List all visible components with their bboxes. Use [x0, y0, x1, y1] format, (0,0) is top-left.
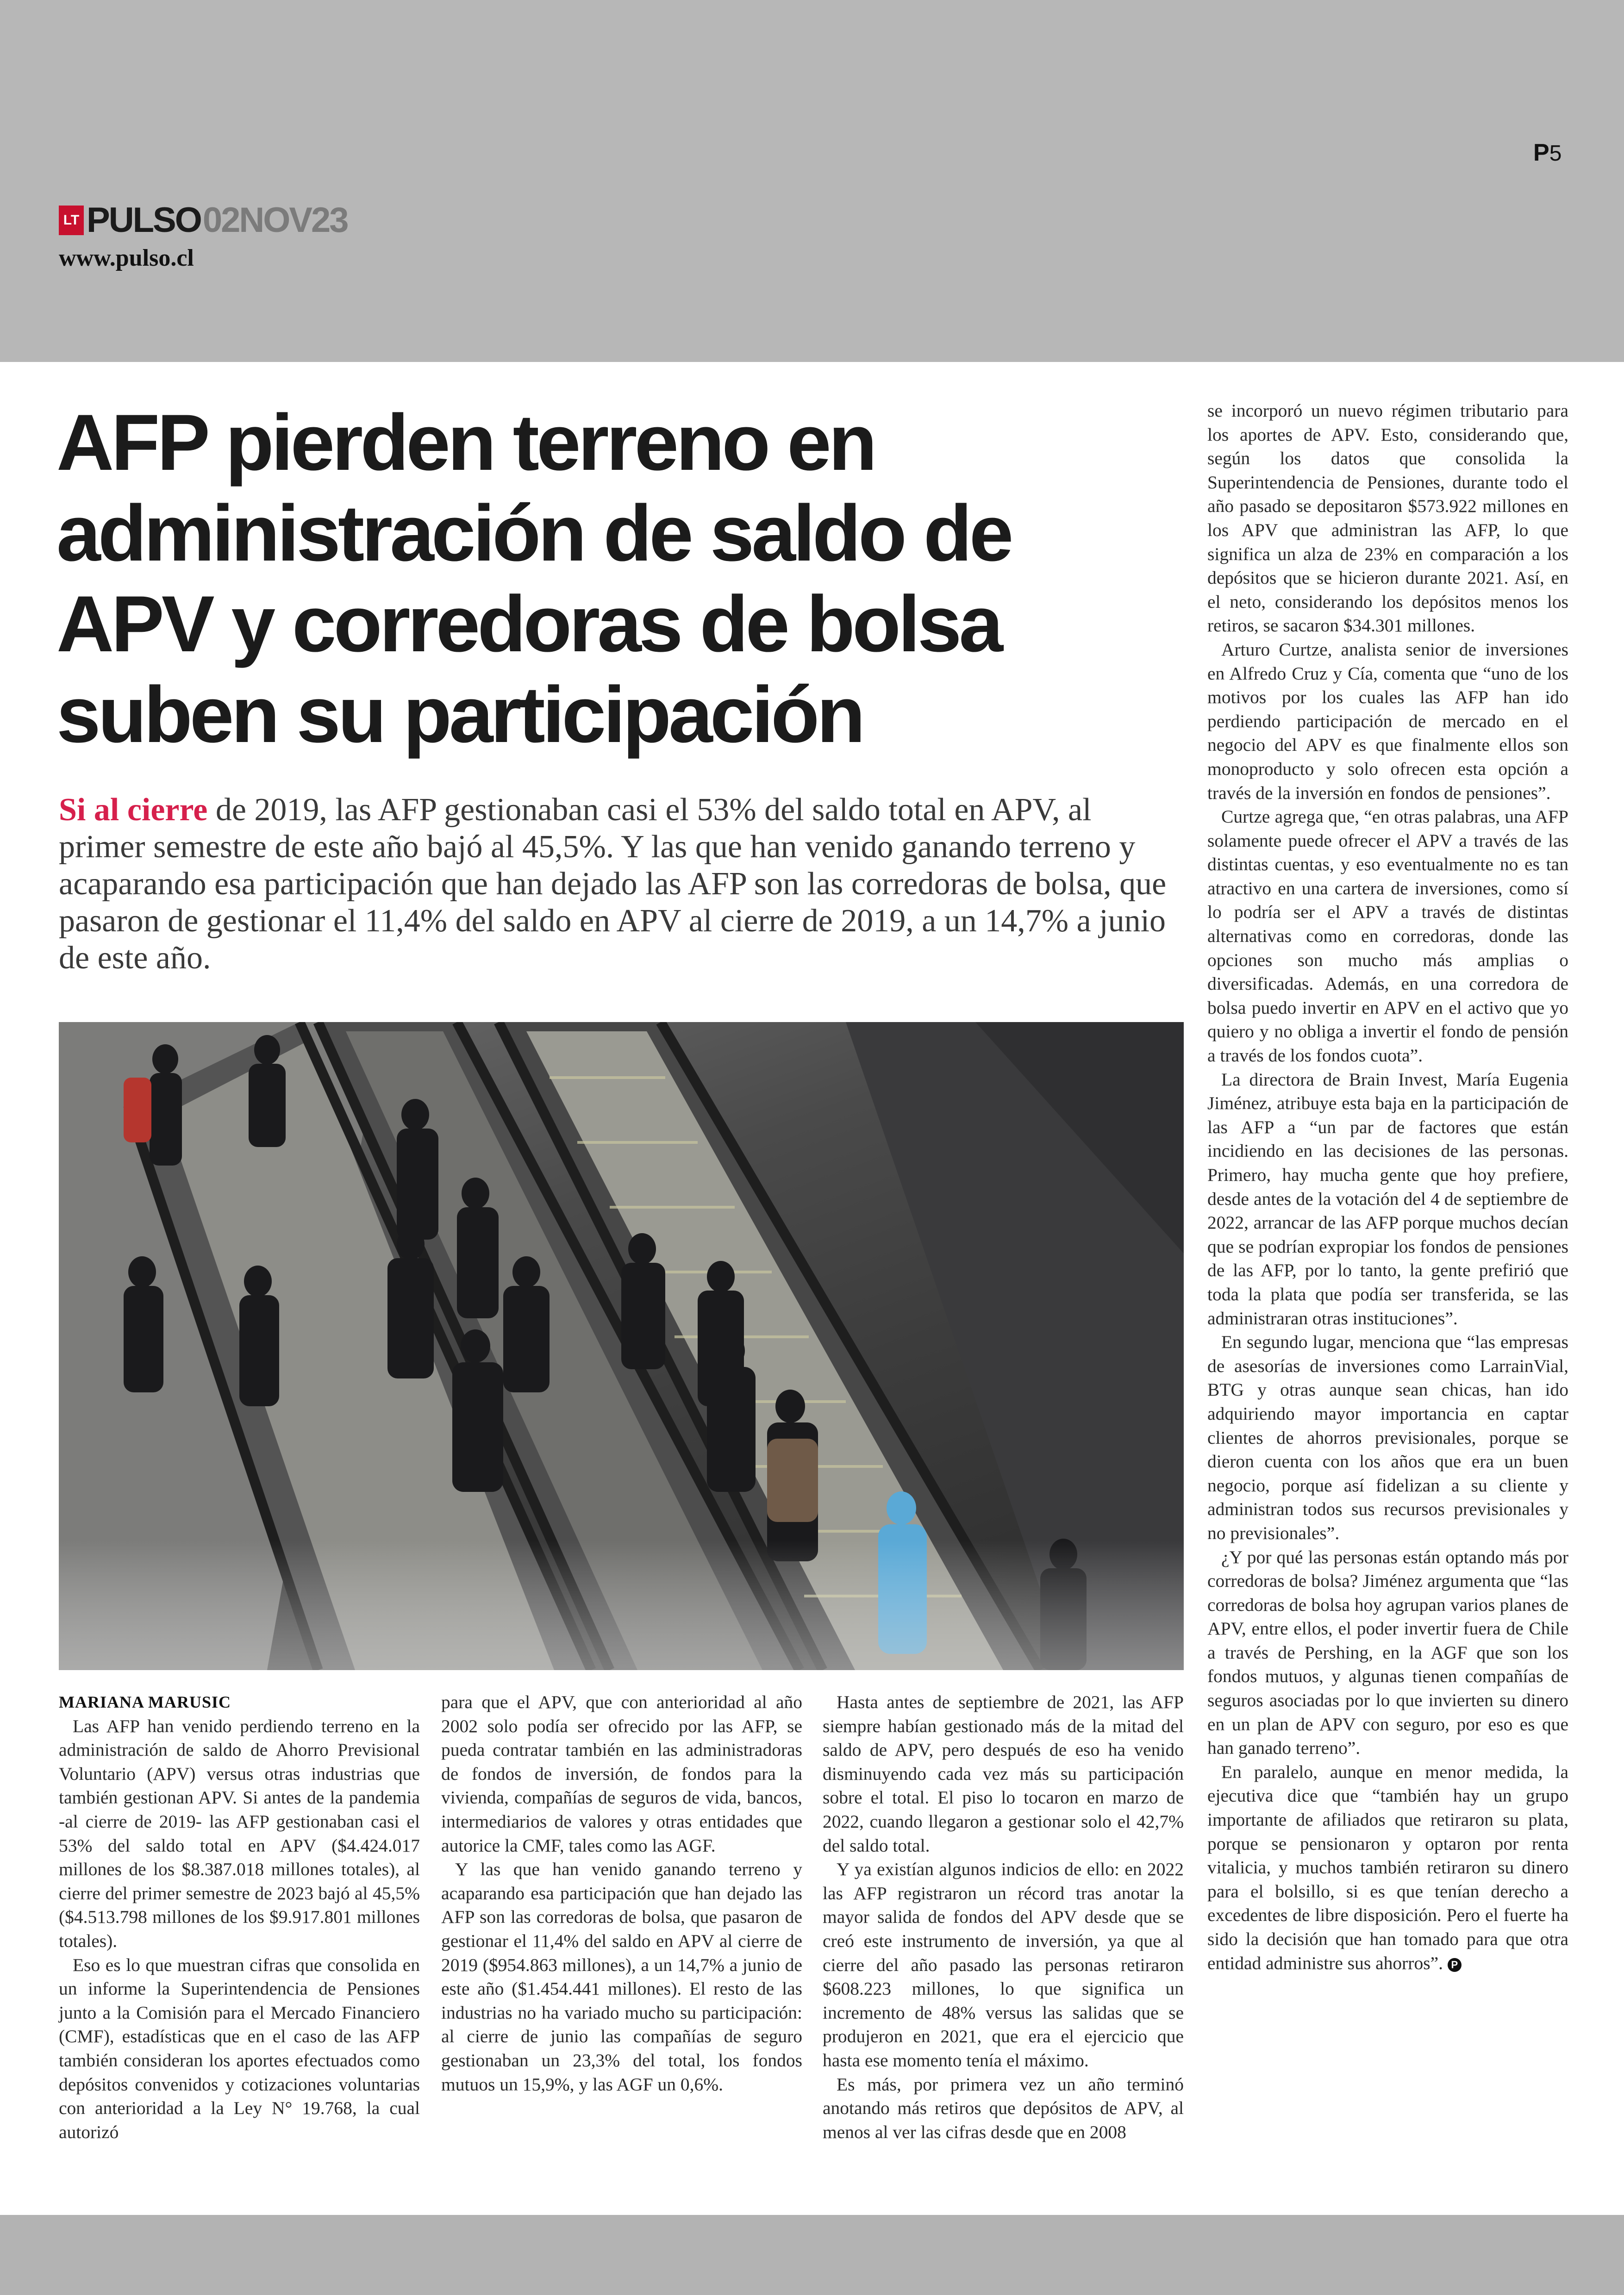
- body-column-3: [823, 1690, 1184, 2144]
- edition-date: 02NOV23: [202, 200, 348, 240]
- paragraph: Las AFP han venido perdiendo terreno en la administración de saldo de Ahorro Previsional Voluntario (APV) versus otras industrias que también gestionan APV. Si antes de la pandemia -al cierre de 2019- las AFP gestionaban casi el 53% del saldo total en APV ($4.424.017 millones de los $8.387.018 millones totales), al cierre del primer semestre de 2023 bajó al 45,5% ($4.513.798 millones de los $9.917.801 millones totales).: [59, 1715, 420, 1951]
- paragraph: Y ya existían algunos indicios de ello: en 2022 las AFP registraron un récord tras anotar la mayor salida de fondos del APV desde que se creó este instrumento de inversión, ya que al cierre del año pasado las personas retiraron $608.223 millones, lo que significa un incremento de 48% versus las salidas que se produjeron en 2021, que era el ejercicio que hasta ese momento tenía el máximo.: [823, 1859, 1184, 2070]
- masthead: [59, 202, 348, 239]
- paragraph: para que el APV, que con anterioridad al año 2002 solo podía ser ofrecido por las AFP, se pueda contratar también en las administradoras de fondos de inversión, de fondos para la vivienda, compañías de seguros de vida, bancos, intermediarios de valores y otras entidades que autorice la CMF, tales como las AGF.: [441, 1692, 802, 1856]
- brand-name: PULSO: [87, 200, 201, 240]
- body-column-2: [441, 1690, 802, 2096]
- headline: AFP pierden terreno en administración de saldo de APV y corredoras de bolsa suben su participación: [56, 398, 1011, 759]
- paragraph: Eso es lo que muestran cifras que consolida en un informe la Superintendencia de Pensiones junto a la Comisión para el Mercado Financiero (CMF), estadísticas que en el caso de las AFP también consideran los aportes efectuados como depósitos convenidos y cotizaciones voluntarias con anterioridad a la Ley N° 19.768, la cual autorizó: [59, 1954, 420, 2142]
- paragraph: se incorporó un nuevo régimen tributario para los aportes de APV. Esto, considerando que, según los datos que consolida la Superintendencia de Pensiones, durante todo el año pasado se depositaron $573.922 millones en los APV que administran las AFP, lo que significa un alza de 23% en comparación a los depósitos que se hicieron durante 2021. Así, en el neto, considerando los depósitos menos los retiros, se sacaron $34.301 millones.: [1207, 400, 1568, 636]
- paragraph: Hasta antes de septiembre de 2021, las AFP siempre habían gestionado más de la mitad del saldo de APV, pero después de eso ha venido disminuyendo cada vez más su participación sobre el total. El piso lo tocaron en marzo de 2022, cuando llegaron a gestionar solo el 42,7% del saldo total.: [823, 1692, 1184, 1856]
- top-band: [0, 0, 1624, 362]
- escalator-photo: [59, 1022, 1184, 1670]
- lead-text: de 2019, las AFP gestionaban casi el 53% del saldo total en APV, al primer semestre de este año bajó al 45,5%. Y las que han venido ganando terreno y acaparando esa participación que han dejado las AFP son las corredoras de bolsa, que pasaron de gestionar el 11,4% del saldo en APV al cierre de 2019, a un 14,7% a junio de este año.: [59, 792, 1167, 976]
- bottom-band: [0, 2215, 1624, 2295]
- page-digit: 5: [1549, 141, 1562, 166]
- body-column-1: [59, 1690, 420, 2144]
- paragraph: Y las que han venido ganando terreno y acaparando esa participación que han dejado las AFP son las corredoras de bolsa, que pasaron de gestionar el 11,4% del saldo en APV al cierre de 2019 ($954.863 millones), a un 14,7% a junio de este año ($1.454.441 millones). El resto de las industrias no ha variado mucho su participación: al cierre de junio las compañías de seguro gestionaban un 23,3% del total, los fondos mutuos un 15,9%, y las AGF un 0,6%.: [441, 1859, 802, 2095]
- paragraph: La directora de Brain Invest, María Eugenia Jiménez, atribuye esta baja en la participación de las AFP a “un par de factores que están incidiendo en las decisiones de las personas. Primero, hay mucha gente que hoy prefiere, desde antes de la votación del 4 de septiembre de 2022, arrancar de las AFP porque muchos decían que se podrían expropiar los fondos de pensiones de las AFP, por lo tanto, la gente prefirió que toda la plata que podía ser transferida, se las administraran otras instituciones”.: [1207, 1069, 1568, 1328]
- lead-paragraph: [59, 792, 1179, 977]
- paragraph: [1207, 1760, 1568, 1975]
- paragraph: Curtze agrega que, “en otras palabras, una AFP solamente puede ofrecer el APV a través de las distintas cuentas, y eso eventualmente no es tan atractivo en una cartera de inversiones, como sí lo podría ser el APV a través de distintas alternativas como en corredoras, donde las opciones son mucho más amplias o diversificadas. Además, en una corredora de bolsa puedo invertir en APV en el activo que yo quiero y no obliga a invertir el fondo de pensión a través de los fondos cuota”.: [1207, 806, 1568, 1066]
- paragraph: ¿Y por qué las personas están optando más por corredoras de bolsa? Jiménez argumenta que “las corredoras de bolsa hoy agrupan varios planes de APV, entre ellos, el poder invertir fuera de Chile a través de Pershing, en la AGF que son los fondos mutuos, y algunas tienen compañías de seguros asociadas por lo que invierten su dinero en un plan de APV con seguro, por eso es que han ganado terreno”.: [1207, 1547, 1568, 1759]
- page-number: [1533, 139, 1562, 167]
- body-column-4: [1207, 399, 1568, 1975]
- website-link[interactable]: www.pulso.cl: [59, 245, 194, 271]
- lt-logo-badge: LT: [59, 206, 84, 235]
- lead-kicker: Si al cierre: [59, 792, 208, 828]
- byline: MARIANA MARUSIC: [59, 1693, 231, 1711]
- escalator-illustration: [59, 1022, 1184, 1670]
- page-letter: P: [1533, 139, 1549, 166]
- paragraph-text: En paralelo, aunque en menor medida, la ejecutiva dice que “también hay un grupo importante de afiliados que retiraron su plata, porque se pensionaron y optaron por renta vitalicia, y muchos también retiraron su dinero para el bolsillo, si es que tenían derecho a excedentes de libre disposición. Pero el fuerte ha sido la decisión que han tomado para que otra entidad administre sus ahorros”.: [1207, 1761, 1568, 1973]
- paragraph: Es más, por primera vez un año terminó anotando más retiros que depósitos de APV, al menos al ver las cifras desde que en 2008: [823, 2074, 1184, 2142]
- paragraph: En segundo lugar, menciona que “las empresas de asesorías de inversiones como LarrainVial, BTG y otras aunque sean chicas, han ido adquiriendo mayor importancia en captar clientes de ahorros previsionales, porque se dieron cuenta con los años que era un buen negocio, porque así fidelizan a su cliente y administran todos sus recursos previsionales y no previsionales”.: [1207, 1332, 1568, 1543]
- end-mark-icon: P: [1448, 1958, 1462, 1972]
- paragraph: Arturo Curtze, analista senior de inversiones en Alfredo Cruz y Cía, comenta que “uno de los motivos por los cuales las AFP han ido perdiendo participación de mercado en el negocio del APV es que finalmente ellos son monoproducto y solo ofrecen esta opción a través de la inversión en fondos de pensiones”.: [1207, 639, 1568, 803]
